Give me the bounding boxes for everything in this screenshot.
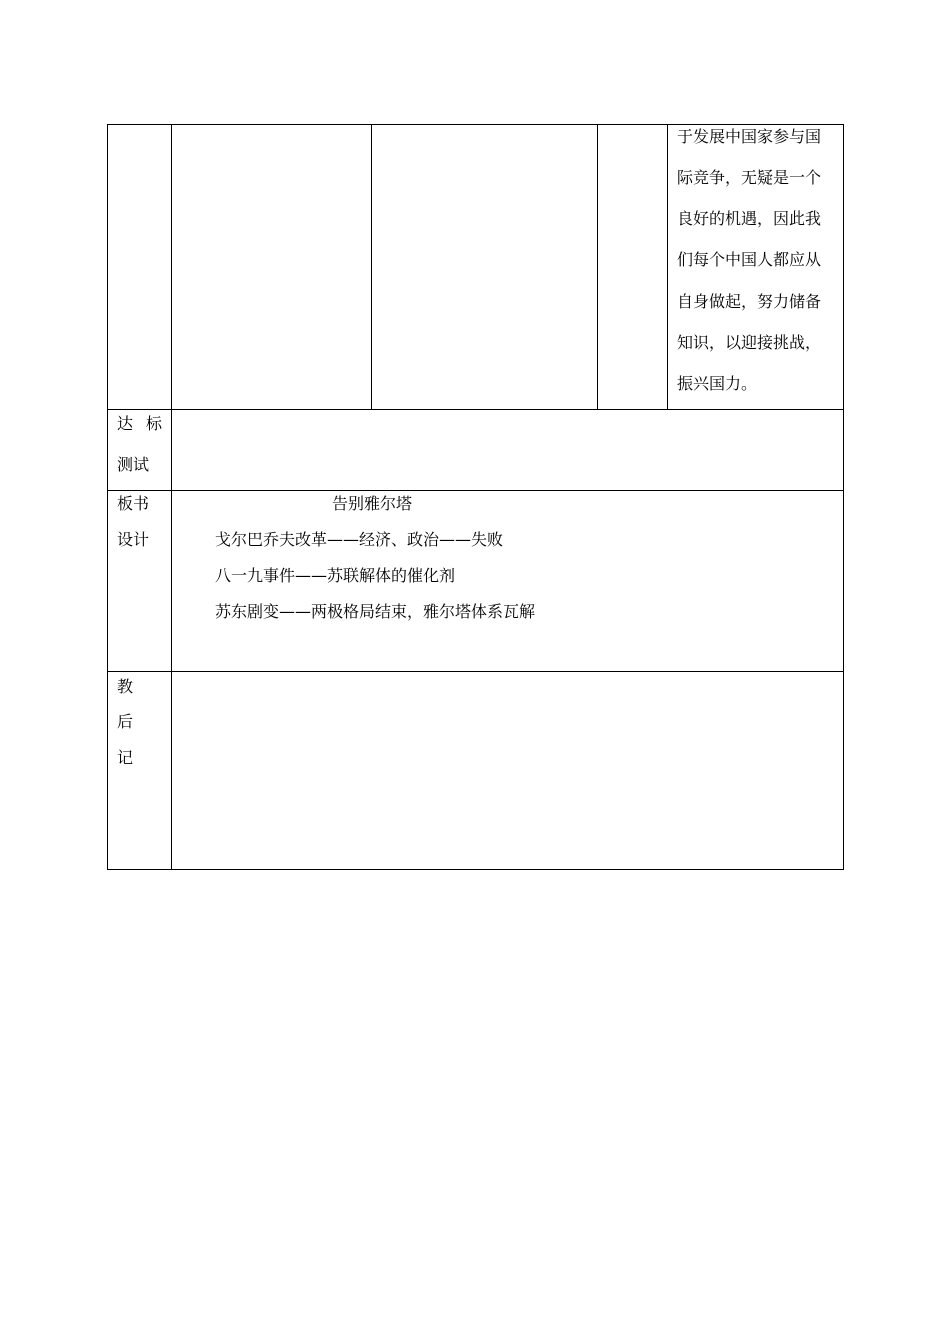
top-row-divider-b bbox=[597, 124, 598, 410]
row-divider-1 bbox=[107, 409, 844, 410]
text-line: 自身做起，努力储备 bbox=[677, 292, 822, 311]
board-title: 告别雅尔塔 bbox=[332, 494, 413, 513]
label-char: 记 bbox=[117, 748, 134, 767]
table-border-bottom bbox=[107, 869, 844, 870]
label-char: 后 bbox=[117, 712, 134, 731]
table-border-top bbox=[107, 124, 844, 125]
label-text: 测试 bbox=[117, 455, 150, 474]
board-line: 八一九事件——苏联解体的催化剂 bbox=[215, 566, 456, 585]
row-divider-2 bbox=[107, 490, 844, 491]
text-line: 振兴国力。 bbox=[677, 374, 758, 393]
board-line: 苏东剧变——两极格局结束，雅尔塔体系瓦解 bbox=[215, 602, 536, 621]
text-line: 知识，以迎接挑战， bbox=[677, 333, 822, 352]
text-line: 于发展中国家参与国 bbox=[677, 127, 822, 146]
text-line: 们每个中国人都应从 bbox=[677, 250, 822, 269]
label-char: 标 bbox=[146, 414, 163, 433]
label-text: 设计 bbox=[117, 530, 150, 549]
label-char: 教 bbox=[117, 677, 134, 696]
label-column-divider bbox=[171, 124, 172, 870]
table-border-right bbox=[843, 124, 844, 870]
text-line: 际竞争，无疑是一个 bbox=[677, 168, 822, 187]
table-border-left bbox=[107, 124, 108, 870]
label-text: 板书 bbox=[117, 494, 150, 513]
text-line: 良好的机遇，因此我 bbox=[677, 209, 822, 228]
top-row-divider-a bbox=[371, 124, 372, 410]
board-line: 戈尔巴乔夫改革——经济、政治——失败 bbox=[215, 530, 504, 549]
label-char: 达 bbox=[117, 414, 134, 433]
row-divider-3 bbox=[107, 671, 844, 672]
top-row-divider-c bbox=[667, 124, 668, 410]
